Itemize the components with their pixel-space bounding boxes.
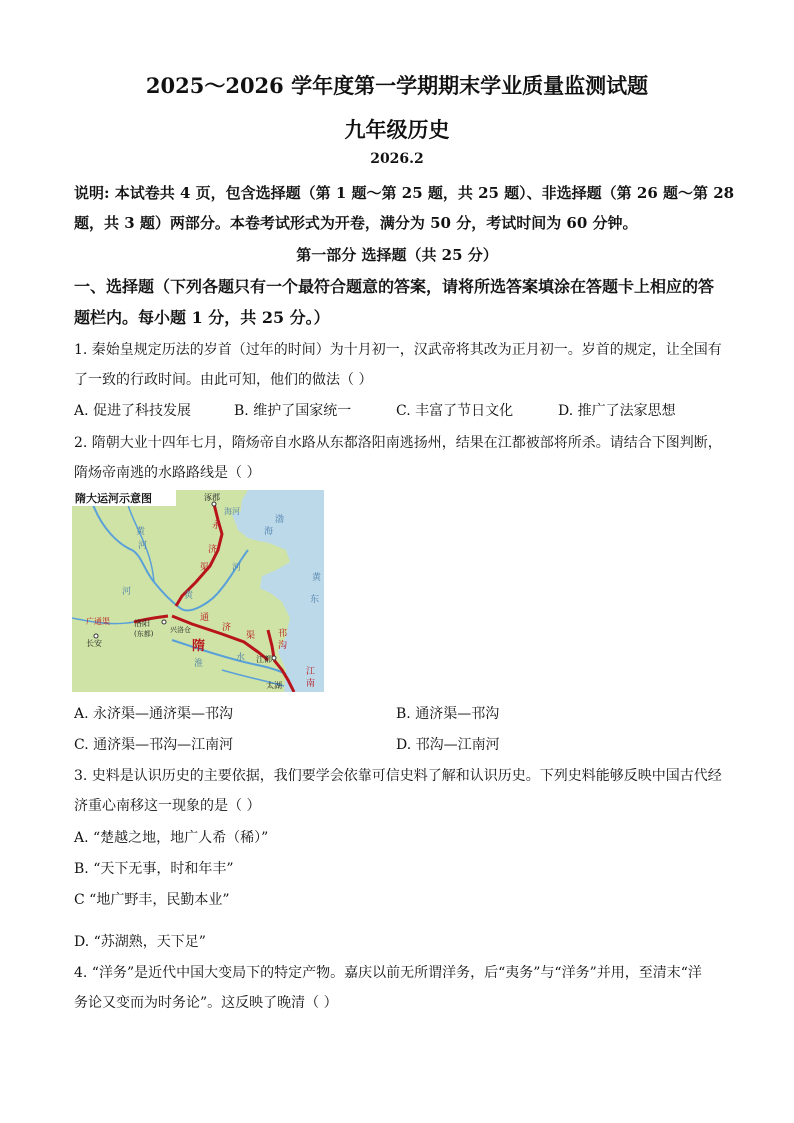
exam-date: 2026.2	[370, 151, 424, 167]
label-ji-2: 济	[222, 623, 232, 633]
label-qu-1: 渠	[200, 563, 210, 573]
label-luoyang: 洛阳	[134, 619, 150, 628]
q2-option-c[interactable]: C. 通济渠—邗沟—江南河	[74, 737, 234, 753]
label-tong: 通	[200, 613, 210, 623]
jiangdu-marker	[272, 656, 276, 660]
section1-line1: 一、选择题（下列各题只有一个最符合题意的答案，请将所选答案填涂在答题卡上相应的答	[74, 277, 715, 296]
q1-option-a[interactable]: A. 促进了科技发展	[74, 403, 192, 419]
label-changan: 长安	[86, 639, 102, 648]
q4-stem-line1: 4. “洋务”是近代中国大变局下的特定产物。嘉庆以前无所谓洋务，后“夷务”与“洋务”并用，至清末“洋	[74, 965, 702, 981]
q2-stem-line1: 2. 隋朝大业十四年七月，隋炀帝自水路从东都洛阳南逃扬州，结果在江都被部将所杀。请结合下图判断，	[74, 435, 722, 451]
label-huang-2: 黄	[184, 591, 194, 601]
label-dong: 东	[310, 595, 320, 605]
label-nan: 南	[306, 679, 316, 689]
instructions-label: 说明:	[74, 184, 110, 202]
q1-stem-line1: 1. 秦始皇规定历法的岁首（过年的时间）为十月初一，汉武帝将其改为正月初一。岁首的规定，让全国有	[74, 342, 722, 358]
label-shui: 水	[236, 653, 246, 663]
label-bohai-2: 海	[264, 527, 274, 537]
q1-option-c[interactable]: C. 丰富了节日文化	[396, 403, 514, 419]
label-sea-huang: 黄	[312, 573, 322, 583]
label-xingluocang: 兴洛仓	[170, 626, 191, 634]
label-he-1: 河	[138, 541, 148, 551]
label-jiangdu: 江都	[256, 655, 272, 664]
label-ji-1: 济	[208, 545, 218, 555]
label-sui: 隋	[192, 639, 206, 654]
label-dongdu: (东都)	[134, 630, 154, 638]
zhuojun-marker	[212, 502, 216, 506]
label-guangtong: 广通渠	[86, 617, 110, 626]
label-qu-2: 渠	[246, 631, 256, 641]
q2-option-d[interactable]: D. 邗沟—江南河	[396, 737, 500, 753]
q3-stem-line1: 3. 史料是认识历史的主要依据，我们要学会依靠可信史料了解和认识历史。下列史料能够反映中国古代经	[74, 768, 722, 784]
q3-option-c[interactable]: C “地广野丰，民勤本业”	[74, 892, 230, 908]
exam-subtitle: 九年级历史	[344, 117, 450, 142]
q2-option-a[interactable]: A. 永济渠—通济渠—邗沟	[74, 706, 234, 722]
q3-option-d[interactable]: D. “苏湖熟，天下足”	[74, 934, 206, 950]
q1-option-d[interactable]: D. 推广了法家思想	[558, 403, 676, 419]
q4-stem-line2: 务论又变而为时务论”。这反映了晚清（ ）	[74, 995, 338, 1011]
q3-stem-line2: 济重心南移这一现象的是（ ）	[74, 798, 261, 814]
section1-line2: 题栏内。每小题 1 分，共 25 分。）	[74, 308, 330, 327]
label-jiang: 江	[306, 667, 316, 677]
part1-heading: 第一部分 选择题（共 25 分）	[296, 246, 498, 264]
label-zhuojun: 涿郡	[204, 493, 220, 502]
q3-option-a[interactable]: A. “楚越之地，地广人希（稀）”	[74, 830, 269, 846]
label-he-2: 河	[122, 587, 132, 597]
map-title: 隋大运河示意图	[75, 492, 152, 505]
label-huai: 淮	[194, 659, 204, 669]
instructions-line2: 题，共 3 题）两部分。本卷考试形式为开卷，满分为 50 分，考试时间为 60 分钟。	[74, 214, 638, 232]
label-huang-1: 黄	[136, 527, 146, 537]
changan-marker	[94, 634, 98, 638]
label-bohai-1: 渤	[275, 515, 285, 525]
label-taihu: 太湖	[266, 681, 282, 690]
q1-stem-line2: 了一致的行政时间。由此可知，他们的做法（ ）	[74, 372, 373, 388]
q1-option-b[interactable]: B. 维护了国家统一	[234, 403, 352, 419]
q2-stem-line2: 隋炀帝南逃的水路路线是（ ）	[74, 465, 261, 481]
label-river-he-3: 河	[232, 563, 242, 573]
q3-option-b[interactable]: B. “天下无事，时和年丰”	[74, 861, 234, 877]
grand-canal-map	[72, 490, 324, 692]
grand-canal-map-svg	[72, 490, 324, 692]
q2-option-b[interactable]: B. 通济渠—邗沟	[396, 706, 500, 722]
label-han: 邗	[278, 629, 288, 639]
label-haihe: 海河	[224, 507, 240, 516]
label-yong: 永	[212, 521, 222, 531]
instructions-line1: 说明: 本试卷共 4 页，包含选择题（第 1 题～第 25 题，共 25 题）、非选择题（第 26 题～第 28	[74, 184, 735, 202]
luoyang-marker	[162, 620, 166, 624]
exam-title: 2025～2026 学年度第一学期期末学业质量监测试题	[145, 73, 649, 98]
label-gou: 沟	[278, 641, 288, 651]
